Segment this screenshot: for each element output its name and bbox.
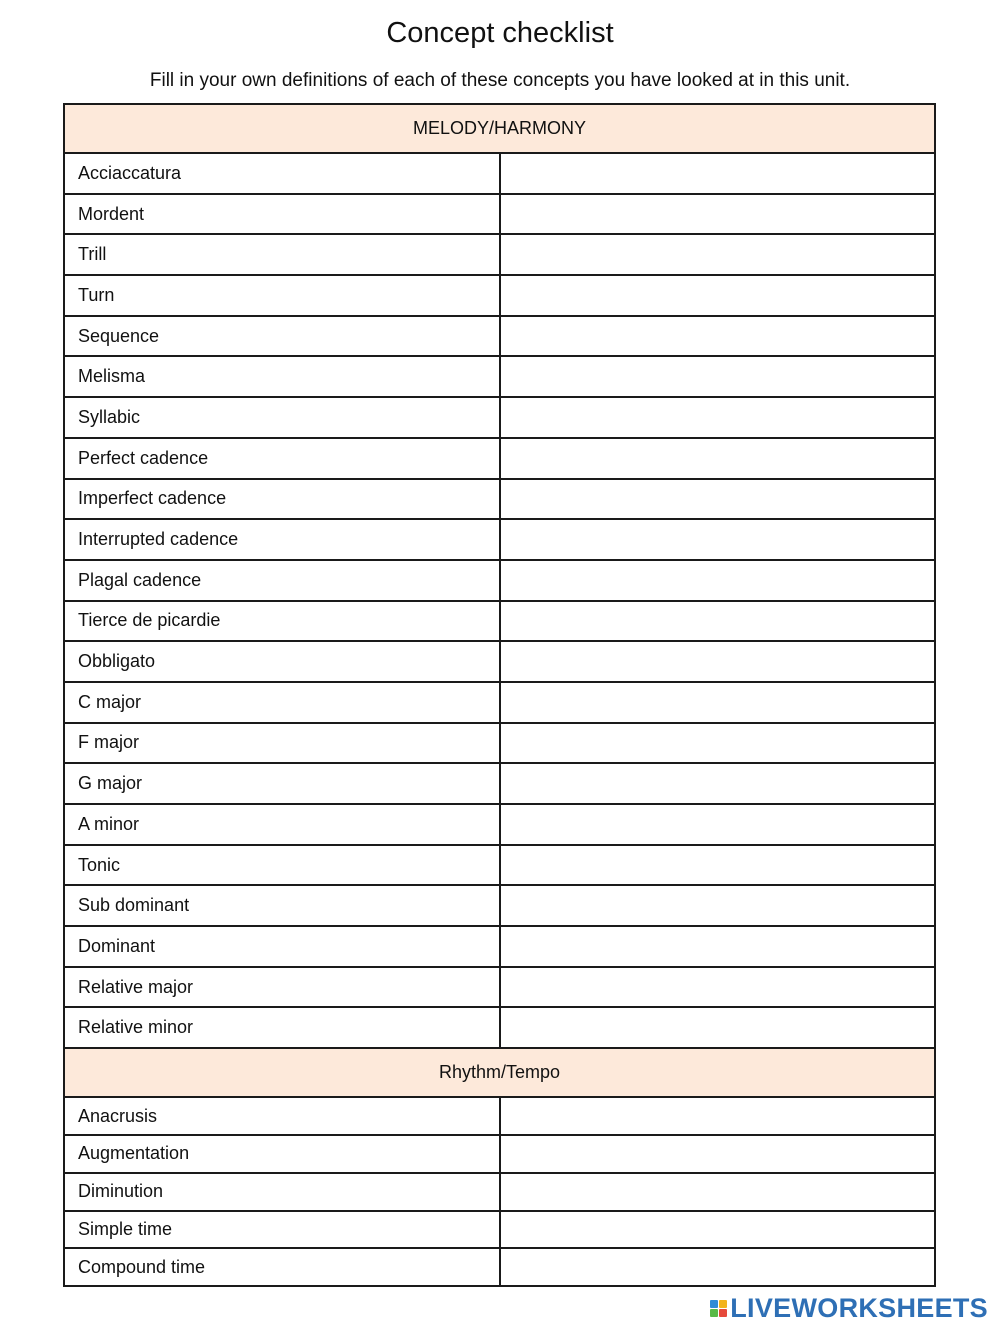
section-heading: MELODY/HARMONY xyxy=(64,104,935,153)
definition-cell xyxy=(500,723,936,764)
section-header-row xyxy=(64,1048,935,1097)
definition-cell xyxy=(500,1248,936,1286)
definition-input[interactable] xyxy=(501,642,935,681)
table-row xyxy=(64,601,935,642)
concept-term: Plagal cadence xyxy=(64,560,500,601)
definition-input[interactable] xyxy=(501,439,935,478)
definition-input[interactable] xyxy=(501,1174,935,1210)
concept-term: Sub dominant xyxy=(64,885,500,926)
definition-input[interactable] xyxy=(501,1212,935,1248)
concept-term: Compound time xyxy=(64,1248,500,1286)
definition-cell xyxy=(500,682,936,723)
definition-cell xyxy=(500,926,936,967)
concept-term: Turn xyxy=(64,275,500,316)
definition-cell xyxy=(500,194,936,235)
concept-term: Relative major xyxy=(64,967,500,1008)
section-heading: Rhythm/Tempo xyxy=(64,1048,935,1097)
table-row xyxy=(64,194,935,235)
definition-input[interactable] xyxy=(501,1249,935,1285)
definition-cell xyxy=(500,1211,936,1249)
definition-cell xyxy=(500,275,936,316)
concept-term: Trill xyxy=(64,234,500,275)
concept-term: Tierce de picardie xyxy=(64,601,500,642)
table-row xyxy=(64,560,935,601)
table-row xyxy=(64,356,935,397)
definition-cell xyxy=(500,1097,936,1135)
definition-cell xyxy=(500,153,936,194)
table-row xyxy=(64,926,935,967)
liveworksheets-logo-icon xyxy=(710,1300,727,1317)
concept-term: F major xyxy=(64,723,500,764)
definition-input[interactable] xyxy=(501,724,935,763)
concept-term: Anacrusis xyxy=(64,1097,500,1135)
table-row xyxy=(64,479,935,520)
definition-cell xyxy=(500,1007,936,1048)
definition-cell xyxy=(500,967,936,1008)
definition-input[interactable] xyxy=(501,235,935,274)
concept-term: Sequence xyxy=(64,316,500,357)
definition-cell xyxy=(500,1173,936,1211)
table-row xyxy=(64,519,935,560)
definition-input[interactable] xyxy=(501,846,935,885)
concept-term: Simple time xyxy=(64,1211,500,1249)
definition-input[interactable] xyxy=(501,805,935,844)
concept-term: Interrupted cadence xyxy=(64,519,500,560)
table-row xyxy=(64,1173,935,1211)
table-row xyxy=(64,316,935,357)
definition-cell xyxy=(500,438,936,479)
table-row xyxy=(64,234,935,275)
concept-term: Tonic xyxy=(64,845,500,886)
table-row xyxy=(64,275,935,316)
definition-input[interactable] xyxy=(501,764,935,803)
definition-cell xyxy=(500,519,936,560)
definition-input[interactable] xyxy=(501,357,935,396)
table-row xyxy=(64,723,935,764)
instructions: Fill in your own definitions of each of these concepts you have looked at in this unit. xyxy=(149,70,851,91)
concept-term: Mordent xyxy=(64,194,500,235)
section-header-row xyxy=(64,104,935,153)
definition-cell xyxy=(500,356,936,397)
table-row xyxy=(64,1135,935,1173)
definition-cell xyxy=(500,316,936,357)
table-row xyxy=(64,967,935,1008)
table-row xyxy=(64,682,935,723)
definition-input[interactable] xyxy=(501,683,935,722)
concept-term: Dominant xyxy=(64,926,500,967)
brand-name: LIVEWORKSHEETS xyxy=(730,1293,988,1323)
table-row xyxy=(64,1007,935,1048)
definition-input[interactable] xyxy=(501,480,935,519)
table-row xyxy=(64,804,935,845)
table-row xyxy=(64,845,935,886)
definition-input[interactable] xyxy=(501,1098,935,1134)
definition-cell xyxy=(500,763,936,804)
definition-input[interactable] xyxy=(501,1136,935,1172)
concept-table xyxy=(63,103,936,1287)
concept-term: Augmentation xyxy=(64,1135,500,1173)
definition-input[interactable] xyxy=(501,561,935,600)
concept-term: Diminution xyxy=(64,1173,500,1211)
definition-input[interactable] xyxy=(501,195,935,234)
definition-cell xyxy=(500,804,936,845)
concept-term: Relative minor xyxy=(64,1007,500,1048)
table-row xyxy=(64,1248,935,1286)
definition-cell xyxy=(500,641,936,682)
definition-input[interactable] xyxy=(501,1008,935,1047)
definition-cell xyxy=(500,885,936,926)
table-row xyxy=(64,1211,935,1249)
concept-term: Acciaccatura xyxy=(64,153,500,194)
table-row xyxy=(64,885,935,926)
definition-input[interactable] xyxy=(501,317,935,356)
definition-cell xyxy=(500,560,936,601)
definition-input[interactable] xyxy=(501,927,935,966)
definition-input[interactable] xyxy=(501,886,935,925)
definition-cell xyxy=(500,1135,936,1173)
definition-input[interactable] xyxy=(501,398,935,437)
definition-cell xyxy=(500,845,936,886)
concept-term: Perfect cadence xyxy=(64,438,500,479)
definition-input[interactable] xyxy=(501,968,935,1007)
concept-term: G major xyxy=(64,763,500,804)
definition-cell xyxy=(500,479,936,520)
concept-term: A minor xyxy=(64,804,500,845)
table-row xyxy=(64,397,935,438)
table-row xyxy=(64,438,935,479)
definition-input[interactable] xyxy=(501,154,935,193)
definition-cell xyxy=(500,397,936,438)
definition-input[interactable] xyxy=(501,520,935,559)
table-row xyxy=(64,641,935,682)
table-row xyxy=(64,153,935,194)
liveworksheets-brand xyxy=(710,1293,988,1324)
definition-cell xyxy=(500,601,936,642)
concept-term: Syllabic xyxy=(64,397,500,438)
concept-term: Obbligato xyxy=(64,641,500,682)
page-title: Concept checklist xyxy=(386,17,614,49)
concept-term: Melisma xyxy=(64,356,500,397)
table-row xyxy=(64,763,935,804)
table-row xyxy=(64,1097,935,1135)
concept-term: C major xyxy=(64,682,500,723)
definition-cell xyxy=(500,234,936,275)
definition-input[interactable] xyxy=(501,602,935,641)
definition-input[interactable] xyxy=(501,276,935,315)
concept-term: Imperfect cadence xyxy=(64,479,500,520)
